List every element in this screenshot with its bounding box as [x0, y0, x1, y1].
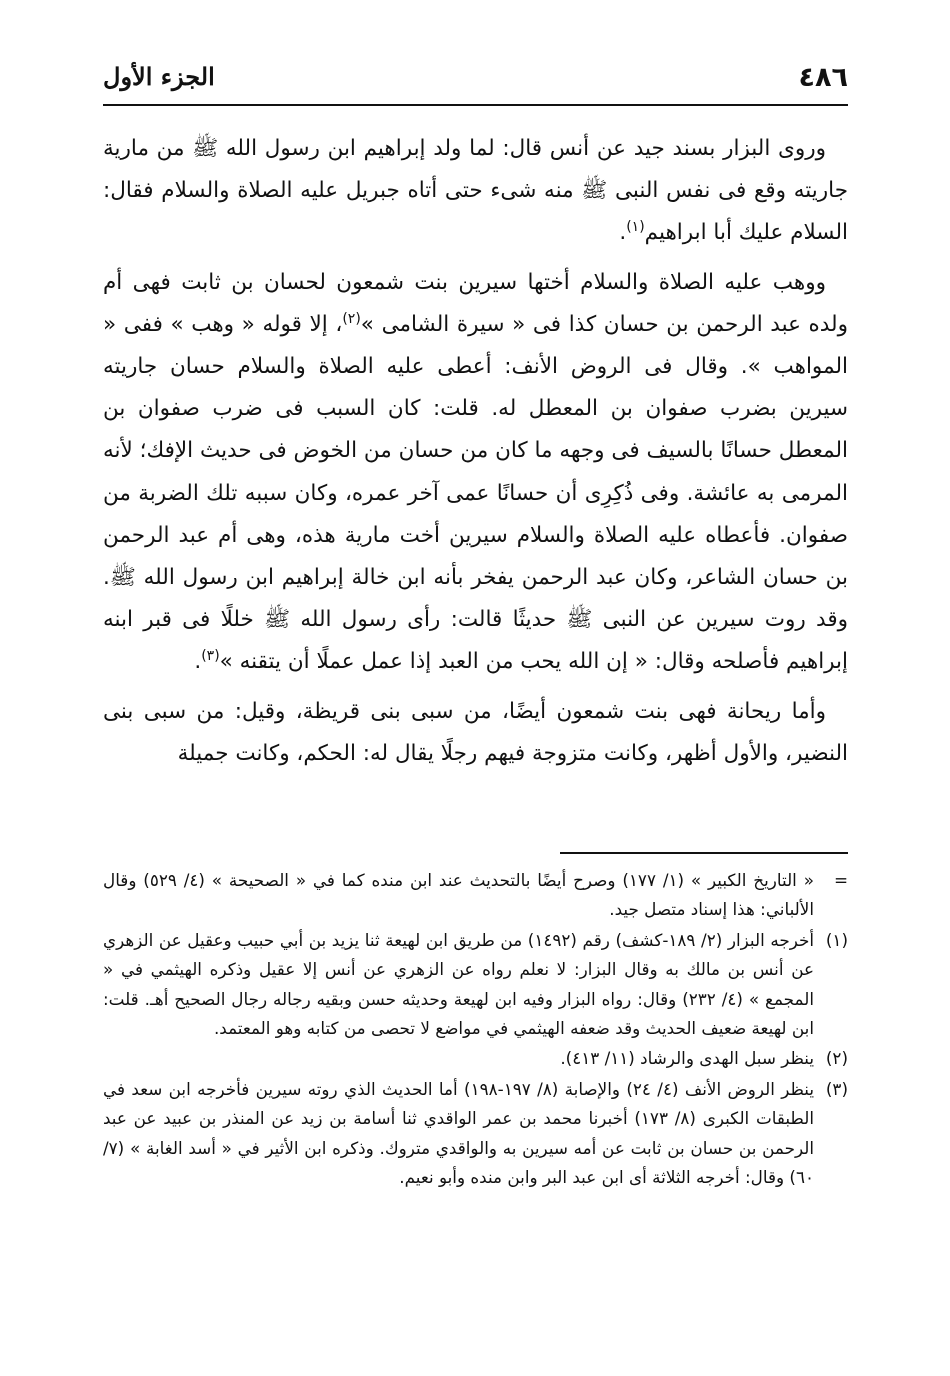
- main-text: [103, 128, 848, 782]
- footnote-ref-3: (٣): [201, 648, 220, 665]
- paragraph-3-text: وأما ريحانة فهى بنت شمعون أيضًا، من سبى بنى قريظة، وقيل: من سبى بنى النضير، والأول أظهر، وكانت متزوجة فيهم رجلًا يقال له: الحكم، وكانت جميلة: [103, 698, 848, 766]
- footnote-continued: [103, 866, 848, 925]
- footnotes: [103, 866, 848, 1193]
- paragraph-1-tail: .: [619, 220, 627, 246]
- paragraph-2-tail: ، إلا قوله « وهب » ففى « المواهب ». وقال فى الروض الأنف: أعطى عليه الصلاة والسلام حسان جاريته سيرين بضرب صفوان بن المعطل له. قلت: كان السبب فى ضرب صفوان بن المعطل حسانًا بالسيف فى وجهه ما كان من حسان من الخوض فى حديث الإفك؛ لأنه المرمى به عائشة. وفى ذُكِرِى أن حسانًا عمى آخر عمره، وكان سببه تلك الضربة من صفوان. فأعطاه عليه الصلاة والسلام سيرين أخت مارية هذه، وهى أم عبد الرحمن بن حسان الشاعر، وكان عبد الرحمن يفخر بأنه ابن خالة إبراهيم ابن رسول الله ﷺ. وقد روت سيرين عن النبى ﷺ حديثًا قالت: رأى رسول الله ﷺ خللًا فى قبر ابنه إبراهيم فأصلحه وقال: « إن الله يحب من العبد إذا عمل عملًا أن يتقنه »: [103, 311, 848, 675]
- footnote-text: أخرجه البزار (٢/ ١٨٩-كشف) رقم (١٤٩٢) من طريق ابن لهيعة ثنا يزيد بن أبي حبيب وعقيل عن الزهري عن أنس بن مالك به وقال البزار: لا نعلم رواه عن الزهري عن أنس إلا عقيل وذكره الهيثمي في « المجمع » (٤/ ٢٣٢) وقال: رواه البزار وفيه ابن لهيعة وحديثه حسن وبقيه رجاله رجال الصحيح أهـ. قلت: ابن لهيعة ضعيف الحديث وقد ضعفه الهيثمي في مواضع لا تحصى من كتابه وهو المعتمد.: [103, 929, 814, 1039]
- paragraph-2-text: ووهب عليه الصلاة والسلام أختها سيرين بنت شمعون لحسان بن ثابت فهى أم ولده عبد الرحمن بن حسان كذا فى « سيرة الشامى »: [103, 269, 848, 337]
- footnote-ref-2: (٢): [342, 310, 361, 327]
- page-number: ٤٨٦: [798, 62, 848, 93]
- footnote-separator: [560, 852, 848, 854]
- paragraph-3: [103, 691, 848, 775]
- footnote-2: [103, 1044, 848, 1073]
- footnote-text: ينظر الروض الأنف (٤/ ٢٤) والإصابة (٨/ ١٩٧-١٩٨) أما الحديث الذي روته سيرين فأخرجه ابن سعد في الطبقات الكبرى (٨/ ١٧٣) أخبرنا محمد بن عمر الواقدي ثنا أسامة بن زيد عن المنذر بن عبيد عن عبد الرحمن بن حسان بن ثابت عن أمه سيرين به والواقدي متروك. وذكره ابن الأثير في « أسد الغابة » (٧/ ٦٠) وقال: أخرجه الثلاثة أى ابن عبد البر وابن منده وأبو نعيم.: [103, 1078, 814, 1188]
- footnote-text: ينظر سبل الهدى والرشاد (١١/ ٤١٣).: [560, 1048, 814, 1069]
- footnote-mark: (٣): [825, 1078, 848, 1099]
- paragraph-1-text: وروى البزار بسند جيد عن أنس قال: لما ولد إبراهيم ابن رسول الله ﷺ من مارية جاريته وقع فى نفس النبى ﷺ منه شىء حتى أتاه جبريل عليه الصلاة والسلام فقال: السلام عليك أبا ابراهيم: [103, 136, 848, 246]
- footnote-mark: (١): [825, 929, 848, 950]
- footnote-mark: (٢): [825, 1048, 848, 1069]
- footnote-mark: =: [833, 870, 848, 890]
- footnote-ref-1: (١): [626, 219, 645, 236]
- header-rule: [103, 104, 848, 106]
- footnote-text: « التاريخ الكبير » (١/ ١٧٧) وصرح أيضًا بالتحديث عند ابن منده كما في « الصحيحة » (٤/ ٥٢٩) وقال الألباني: هذا إسناد متصل جيد.: [103, 870, 814, 920]
- paragraph-2: [103, 262, 848, 684]
- footnote-3: [103, 1075, 848, 1193]
- paragraph-1: [103, 128, 848, 255]
- running-title: الجزء الأول: [103, 62, 215, 91]
- paragraph-2-tail-2: .: [194, 649, 202, 675]
- page-header: [103, 58, 848, 106]
- footnote-1: [103, 926, 848, 1044]
